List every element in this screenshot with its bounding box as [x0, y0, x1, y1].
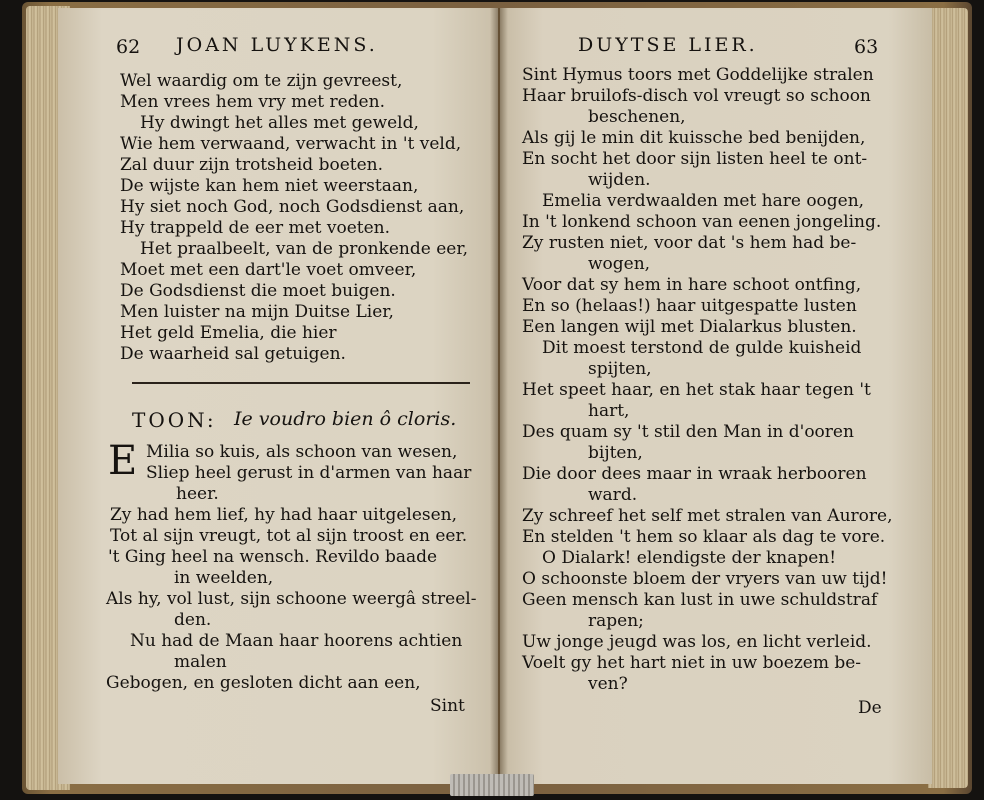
song-line: den.: [174, 610, 212, 630]
song-line: Zy had hem lief, hy had haar uitgelesen,: [110, 505, 458, 525]
running-head: JOAN LUYKENS.: [176, 34, 378, 56]
poem-line: Moet met een dart'le voet omveer,: [120, 260, 417, 280]
book-gutter: [490, 8, 508, 784]
verse-line: Een langen wijl met Dialarkus blusten.: [522, 317, 857, 337]
verse-line: bijten,: [588, 443, 643, 463]
page-edges-right: [928, 8, 968, 788]
poem-line: Wie hem verwaand, verwacht in 't veld,: [120, 134, 462, 154]
verse-line: Sint Hymus toors met Goddelijke stralen: [522, 65, 874, 85]
verse-line: Voelt gy het hart niet in uw boezem be-: [522, 653, 862, 673]
poem-line: Hy dwingt het alles met geweld,: [140, 113, 419, 133]
song-line: Milia so kuis, als schoon van wesen,: [146, 442, 458, 462]
song-line: Als hy, vol lust, sijn schoone weergâ streel-: [106, 589, 477, 609]
verse-line: Geen mensch kan lust in uwe schuldstraf: [522, 590, 878, 610]
poem-line: Men luister na mijn Duitse Lier,: [120, 302, 394, 322]
catchword: De: [858, 698, 882, 718]
poem-line: De wijste kan hem niet weerstaan,: [120, 176, 419, 196]
verse-line: Emelia verdwaalden met hare oogen,: [542, 191, 865, 211]
poem-line: Het praalbeelt, van de pronkende eer,: [140, 239, 468, 259]
verse-line: In 't lonkend schoon van eenen jongeling.: [522, 212, 882, 232]
song-tune: Ie voudro bien ô cloris.: [234, 408, 457, 430]
verse-line: wijden.: [588, 170, 651, 190]
verse-line: O Dialark! elendigste der knapen!: [542, 548, 837, 568]
poem-line: Hy siet noch God, noch Godsdienst aan,: [120, 197, 465, 217]
poem-line: Het geld Emelia, die hier: [120, 323, 337, 343]
verse-line: Dit moest terstond de gulde kuisheid: [542, 338, 862, 358]
verse-line: Zy schreef het self met stralen van Aurore,: [522, 506, 893, 526]
verse-line: rapen;: [588, 611, 644, 631]
verse-line: ven?: [588, 674, 628, 694]
catchword: Sint: [430, 696, 465, 716]
verse-line: spijten,: [588, 359, 652, 379]
verse-line: Voor dat sy hem in hare schoot ontfing,: [522, 275, 862, 295]
poem-line: Wel waardig om te zijn gevreest,: [120, 71, 403, 91]
verse-line: Des quam sy 't stil den Man in d'ooren: [522, 422, 854, 442]
verse-line: O schoonste bloem der vryers van uw tijd!: [522, 569, 888, 589]
page-number: 63: [854, 36, 879, 58]
song-line: Tot al sijn vreugt, tot al sijn troost en eer.: [110, 526, 468, 546]
running-head: DUYTSE LIER.: [578, 34, 758, 56]
section-divider: [132, 382, 470, 384]
verse-line: Het speet haar, en het stak haar tegen 't: [522, 380, 871, 400]
poem-line: De waarheid sal getuigen.: [120, 344, 346, 364]
poem-line: Hy trappeld de eer met voeten.: [120, 218, 391, 238]
poem-line: Men vrees hem vry met reden.: [120, 92, 385, 112]
verse-line: Als gij le min dit kuissche bed benijden,: [522, 128, 866, 148]
verse-line: Haar bruilofs-disch vol vreugt so schoon: [522, 86, 871, 106]
song-line: 't Ging heel na wensch. Revildo baade: [108, 547, 438, 567]
poem-line: Zal duur zijn trotsheid boeten.: [120, 155, 384, 175]
verse-line: hart,: [588, 401, 630, 421]
song-line: Nu had de Maan haar hoorens achtien: [130, 631, 463, 651]
page-number: 62: [116, 36, 141, 58]
verse-line: Zy rusten niet, voor dat 's hem had be-: [522, 233, 857, 253]
left-page: [58, 8, 498, 784]
song-label: TOON:: [132, 408, 217, 432]
headband: [450, 774, 534, 796]
song-line: heer.: [176, 484, 219, 504]
drop-cap: E: [108, 438, 138, 484]
song-line: Sliep heel gerust in d'armen van haar: [146, 463, 472, 483]
song-line: in weelden,: [174, 568, 274, 588]
verse-line: ward.: [588, 485, 638, 505]
poem-line: De Godsdienst die moet buigen.: [120, 281, 396, 301]
verse-line: beschenen,: [588, 107, 686, 127]
verse-line: En stelden 't hem so klaar als dag te vore.: [522, 527, 886, 547]
verse-line: Die door dees maar in wraak herbooren: [522, 464, 867, 484]
song-line: malen: [174, 652, 227, 672]
verse-line: En so (helaas!) haar uitgespatte lusten: [522, 296, 857, 316]
verse-line: Uw jonge jeugd was los, en licht verleid.: [522, 632, 872, 652]
song-line: Gebogen, en gesloten dicht aan een,: [106, 673, 421, 693]
verse-line: En socht het door sijn listen heel te ont-: [522, 149, 868, 169]
right-page: [500, 8, 932, 784]
verse-line: wogen,: [588, 254, 651, 274]
